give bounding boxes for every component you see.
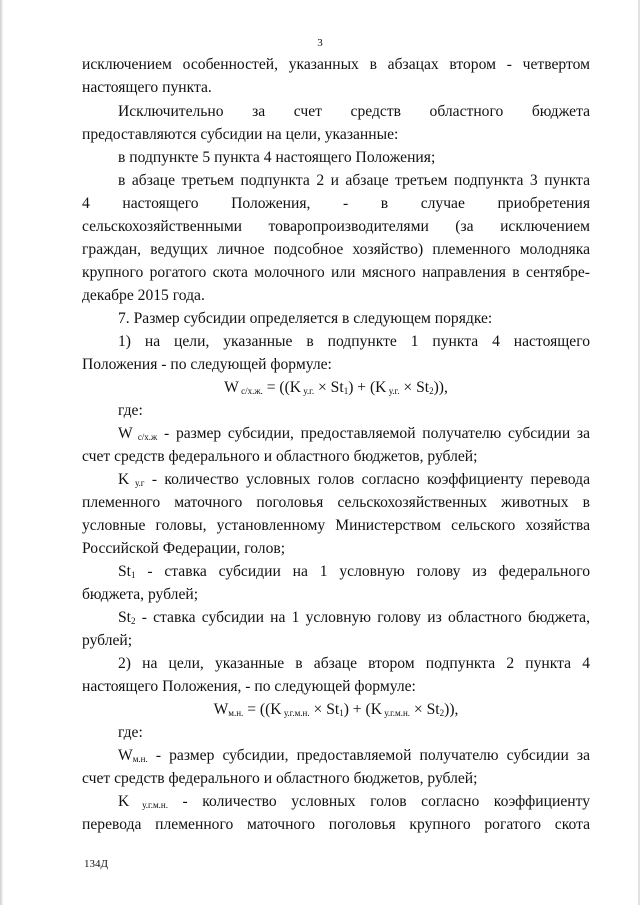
text-line: Положения - по следующей формуле: [82, 356, 332, 373]
text-line: где: [118, 402, 143, 419]
text-line: рублей; [82, 632, 133, 649]
text-line: перевода племенного маточного поголовья крупного рогатого скота [82, 816, 590, 833]
text-line: настоящего Положения, - по следующей формуле: [82, 678, 416, 695]
text-line: где: [118, 724, 143, 741]
text-line: предоставляются субсидии на цели, указанные: [82, 126, 399, 143]
text-line: Российской Федерации, голов; [82, 540, 286, 557]
text-line: счет средств федерального и областного бюджетов, рублей; [82, 770, 478, 787]
text-line: $St_2$ - ставка субсидии на 1 условную голову из областного бюджета, [118, 609, 590, 626]
document-code: 134Д [84, 858, 109, 870]
formula-1: W $_{с/х.ж.}$ = ((K $_{у.г.} \times St_1) + (K$ $_{у.г.} \times St_2$)), [224, 379, 448, 396]
text-line: условные головы, установленному Министерством сельского хозяйства [82, 517, 590, 534]
text-line: декабре 2015 года. [82, 287, 205, 304]
text-line: в абзаце третьем подпункта 2 и абзаце третьем подпункта 3 пункта [118, 172, 590, 189]
text-line: 7. Размер субсидии определяется в следующем порядке: [118, 310, 493, 327]
scan-edge-left [0, 0, 3, 905]
formula-2: $W_{м.н.} = ((K$ $_{у.г.м.н.} \times St_1) + (K$ $_{у.г.м.н.} \times St_2$)), [213, 701, 459, 718]
text-line: настоящего пункта. [82, 79, 212, 96]
text-line: 1) на цели, указанные в подпункте 1 пункта 4 настоящего [118, 333, 590, 350]
text-line: бюджета, рублей; [82, 586, 199, 603]
text-line: K $_{у.г}$ - количество условных голов согласно коэффициенту перевода [118, 471, 590, 488]
page-number: 3 [317, 37, 323, 49]
text-line: 2) на цели, указанные в абзаце втором подпункта 2 пункта 4 [118, 655, 590, 672]
text-line: крупного рогатого скота молочного или мясного направления в сентябре- [82, 264, 590, 281]
text-line: 4 настоящего Положения, - в случае приобретения [82, 195, 590, 212]
text-line: Исключительно за счет средств областного бюджета [118, 103, 590, 120]
text-line: исключением особенностей, указанных в абзацах втором - четвертом [82, 56, 590, 73]
text-line: граждан, ведущих личное подсобное хозяйство) племенного молодняка [82, 241, 590, 258]
text-line: $W_{м.н.}$ - размер субсидии, предоставляемой получателю субсидии за [118, 747, 590, 764]
text-line: K $_{у.г.м.н.}$ - количество условных голов согласно коэффициенту [118, 793, 590, 810]
text-line: счет средств федерального и областного бюджетов, рублей; [82, 448, 478, 465]
text-line: в подпункте 5 пункта 4 настоящего Положения; [118, 149, 436, 166]
text-line: сельскохозяйственными товаропроизводителями (за исключением [82, 218, 590, 235]
text-line: W $_{с/х.ж}$ - размер субсидии, предоставляемой получателю субсидии за [118, 425, 590, 442]
text-line: племенного маточного поголовья сельскохозяйственных животных в [82, 494, 590, 511]
text-line: $St_1$ - ставка субсидии на 1 условную голову из федерального [118, 563, 590, 580]
